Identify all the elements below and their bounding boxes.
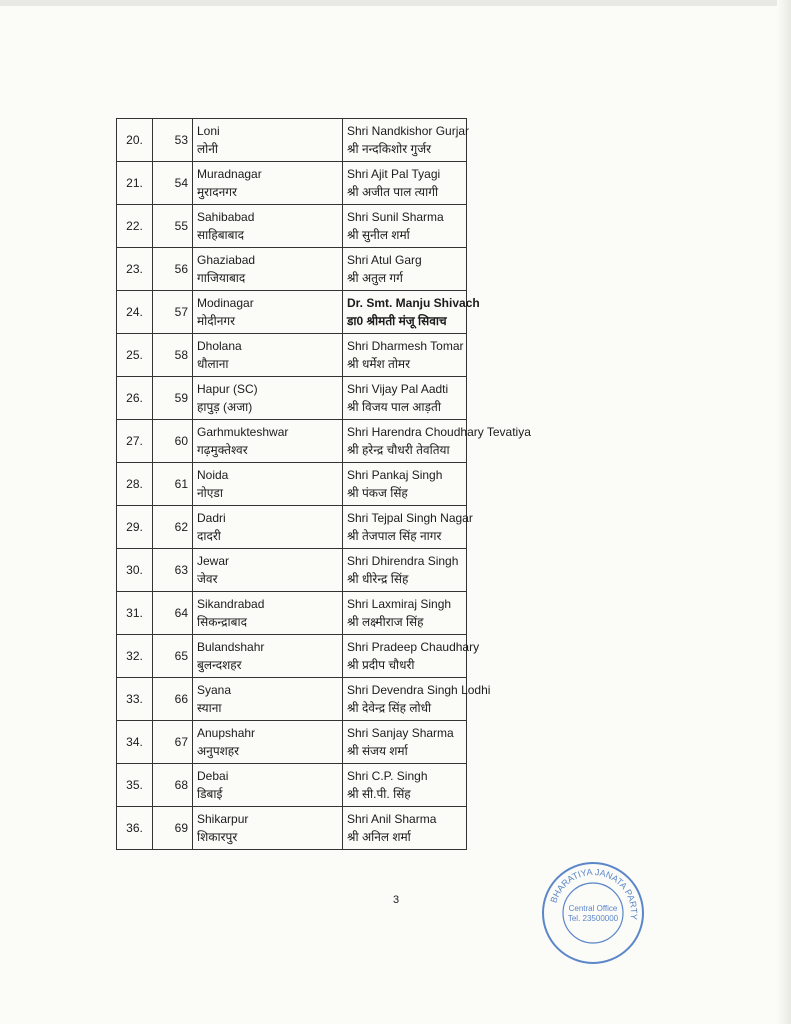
candidate-name-hindi: श्री नन्दकिशोर गुर्जर (347, 142, 432, 156)
constituency-number-cell (153, 506, 193, 549)
constituency-name-cell (193, 377, 343, 420)
table-row (117, 592, 467, 635)
candidate-name-cell (343, 463, 467, 506)
candidate-name-cell (343, 635, 480, 678)
candidate-name-hindi: डा0 श्रीमती मंजू सिवाच (347, 314, 447, 328)
constituency-name-english: Dholana (197, 339, 242, 353)
page-top-edge (0, 0, 791, 6)
constituency-name-hindi: जेवर (197, 572, 218, 586)
constituency-number-cell (153, 721, 193, 764)
constituency-name-hindi: बुलन्दशहर (197, 658, 242, 672)
candidate-name-english: Shri Vijay Pal Aadti (347, 382, 449, 396)
constituency-name-cell (193, 119, 343, 162)
constituency-name-english: Loni (197, 124, 220, 138)
constituency-number: 57 (174, 305, 188, 319)
constituency-name-cell (193, 162, 343, 205)
candidate-name-hindi: श्री अनिल शर्मा (347, 830, 411, 844)
constituency-number-cell (153, 248, 193, 291)
constituency-name-hindi: साहिबाबाद (197, 228, 244, 242)
candidate-name-cell (343, 549, 467, 592)
constituency-name-cell (193, 721, 343, 764)
constituency-name-english: Syana (197, 683, 232, 697)
serial-number-cell (117, 334, 153, 377)
serial-number: 30. (126, 563, 143, 577)
serial-number-cell (117, 764, 153, 807)
candidate-name-cell (343, 334, 467, 377)
constituency-number: 64 (174, 606, 188, 620)
serial-number: 31. (126, 606, 143, 620)
candidate-name-cell (343, 721, 467, 764)
candidate-name-cell (343, 807, 467, 850)
table-row (117, 377, 467, 420)
serial-number-cell (117, 721, 153, 764)
candidate-name-english: Shri Nandkishor Gurjar (347, 124, 470, 138)
candidate-name-cell (343, 162, 467, 205)
serial-number-cell (117, 377, 153, 420)
serial-number-cell (117, 291, 153, 334)
table-row (117, 248, 467, 291)
table-row (117, 119, 467, 162)
constituency-number: 63 (174, 563, 188, 577)
constituency-name-hindi: सिकन्द्राबाद (197, 615, 247, 629)
table-row (117, 678, 467, 721)
constituency-name-english: Dadri (197, 511, 226, 525)
candidate-name-english: Shri Tejpal Singh Nagar (347, 511, 473, 525)
constituency-name-english: Jewar (197, 554, 230, 568)
constituency-number: 66 (174, 692, 188, 706)
constituency-name-cell (193, 205, 343, 248)
candidate-name-hindi: श्री सुनील शर्मा (347, 228, 410, 242)
candidate-name-cell (343, 205, 467, 248)
constituency-name-cell (193, 248, 343, 291)
constituency-number: 56 (174, 262, 188, 276)
serial-number-cell (117, 549, 153, 592)
constituency-number-cell (153, 205, 193, 248)
serial-number: 34. (126, 735, 143, 749)
constituency-number-cell (153, 334, 193, 377)
serial-number: 22. (126, 219, 143, 233)
constituency-name-hindi: दादरी (197, 529, 221, 543)
page-number: 3 (392, 894, 400, 906)
table-row (117, 506, 467, 549)
candidate-name-english: Shri Atul Garg (347, 253, 422, 267)
constituency-number-cell (153, 463, 193, 506)
serial-number-cell (117, 678, 153, 721)
candidate-name-cell (343, 248, 467, 291)
constituency-name-cell (193, 549, 343, 592)
serial-number-cell (117, 807, 153, 850)
serial-number-cell (117, 506, 153, 549)
table-row (117, 205, 467, 248)
candidate-name-hindi: श्री धीरेन्द्र सिंह (347, 572, 409, 586)
constituency-name-hindi: नोएडा (197, 486, 223, 500)
constituency-number-cell (153, 678, 193, 721)
table-row (117, 291, 467, 334)
page-right-edge (777, 0, 791, 1024)
candidate-name-english: Shri Pankaj Singh (347, 468, 443, 482)
constituency-name-english: Noida (197, 468, 229, 482)
serial-number-cell (117, 420, 153, 463)
constituency-name-english: Hapur (SC) (197, 382, 258, 396)
candidate-name-hindi: श्री सी.पी. सिंह (347, 787, 411, 801)
candidate-name-english: Shri Ajit Pal Tyagi (347, 167, 441, 181)
candidate-name-hindi: श्री हरेन्द्र चौधरी तेवतिया (347, 443, 450, 457)
stamp-line-1: Central Office (568, 904, 618, 913)
stamp-line-2: Tel. 23500000 (567, 914, 619, 923)
constituency-number: 68 (174, 778, 188, 792)
constituency-name-cell (193, 764, 343, 807)
candidate-name-english: Shri Laxmiraj Singh (347, 597, 452, 611)
constituency-name-cell (193, 334, 343, 377)
constituency-number: 62 (174, 520, 188, 534)
constituency-name-cell (193, 807, 343, 850)
constituency-number-cell (153, 420, 193, 463)
constituency-name-english: Shikarpur (197, 812, 249, 826)
stamp-outer-ring (543, 863, 643, 963)
constituency-number-cell (153, 119, 193, 162)
constituency-number-cell (153, 549, 193, 592)
candidate-name-english: Shri Pradeep Chaudhary (347, 640, 480, 654)
constituency-name-english: Bulandshahr (197, 640, 265, 654)
stamp-inner-ring (563, 883, 623, 943)
candidate-name-english: Shri Anil Sharma (347, 812, 437, 826)
serial-number-cell (117, 463, 153, 506)
constituency-name-hindi: गढ़मुक्तेश्वर (197, 443, 248, 457)
constituency-name-cell (193, 678, 343, 721)
serial-number: 35. (126, 778, 143, 792)
constituency-name-hindi: अनुपशहर (197, 744, 240, 758)
candidate-name-hindi: श्री अजीत पाल त्यागी (347, 185, 439, 199)
candidate-name-english: Shri Dhirendra Singh (347, 554, 459, 568)
constituency-name-cell (193, 506, 343, 549)
constituency-name-hindi: धौलाना (197, 357, 229, 371)
serial-number-cell (117, 248, 153, 291)
serial-number-cell (117, 592, 153, 635)
candidate-name-cell (343, 291, 480, 334)
candidate-name-hindi: श्री तेजपाल सिंह नागर (347, 529, 442, 543)
candidate-name-hindi: श्री देवेन्द्र सिंह लोधी (347, 701, 432, 715)
candidate-name-english: Shri Sanjay Sharma (347, 726, 454, 740)
constituency-name-hindi: हापुड़ (अजा) (197, 400, 253, 414)
table-row (117, 463, 467, 506)
constituency-name-hindi: मोदीनगर (197, 314, 236, 328)
candidate-name-cell (343, 764, 467, 807)
constituency-name-cell (193, 463, 343, 506)
serial-number: 36. (126, 821, 143, 835)
candidate-name-english: Shri Harendra Choudhary Tevatiya (347, 425, 531, 439)
candidate-name-cell (343, 592, 467, 635)
candidate-name-hindi: श्री अतुल गर्ग (347, 271, 403, 285)
candidate-name-cell (343, 420, 531, 463)
candidate-name-hindi: श्री संजय शर्मा (347, 744, 408, 758)
constituency-number: 65 (174, 649, 188, 663)
candidate-name-cell (343, 119, 470, 162)
serial-number-cell (117, 205, 153, 248)
serial-number: 23. (126, 262, 143, 276)
candidate-name-hindi: श्री प्रदीप चौधरी (347, 658, 415, 672)
constituency-name-cell (193, 291, 343, 334)
constituency-number-cell (153, 377, 193, 420)
serial-number: 24. (126, 305, 143, 319)
candidate-name-cell (343, 506, 473, 549)
constituency-name-hindi: मुरादनगर (197, 185, 237, 199)
constituency-number-cell (153, 592, 193, 635)
constituency-number-cell (153, 764, 193, 807)
stamp-ring-text: BHARATIYA JANATA PARTY (548, 866, 640, 921)
constituency-number: 61 (174, 477, 188, 491)
constituency-name-english: Garhmukteshwar (197, 425, 289, 439)
candidate-name-hindi: श्री विजय पाल आड़ती (347, 400, 441, 414)
constituency-number: 58 (174, 348, 188, 362)
candidate-name-english: Dr. Smt. Manju Shivach (347, 296, 480, 310)
constituency-name-english: Debai (197, 769, 229, 783)
serial-number: 28. (126, 477, 143, 491)
constituency-name-english: Ghaziabad (197, 253, 256, 267)
constituency-number: 53 (174, 133, 188, 147)
candidate-name-english: Shri C.P. Singh (347, 769, 428, 783)
table-body (117, 119, 531, 850)
constituency-name-cell (193, 420, 343, 463)
candidate-name-english: Shri Sunil Sharma (347, 210, 444, 224)
party-office-stamp (540, 860, 646, 966)
constituency-name-cell (193, 635, 343, 678)
table-row (117, 721, 467, 764)
serial-number: 27. (126, 434, 143, 448)
constituency-name-english: Sikandrabad (197, 597, 265, 611)
constituency-name-cell (193, 592, 343, 635)
constituency-number: 69 (174, 821, 188, 835)
serial-number: 20. (126, 133, 143, 147)
constituency-name-hindi: गाजियाबाद (197, 271, 246, 285)
constituency-name-hindi: डिबाई (197, 787, 223, 801)
constituency-number: 54 (174, 176, 188, 190)
constituency-name-hindi: शिकारपुर (197, 830, 238, 844)
table-row (117, 635, 467, 678)
constituency-name-hindi: स्याना (197, 701, 222, 715)
serial-number: 33. (126, 692, 143, 706)
constituency-name-english: Anupshahr (197, 726, 256, 740)
constituency-number-cell (153, 807, 193, 850)
serial-number: 25. (126, 348, 143, 362)
candidate-name-cell (343, 678, 491, 721)
table-row (117, 807, 467, 850)
serial-number: 26. (126, 391, 143, 405)
constituency-name-hindi: लोनी (197, 142, 219, 156)
constituency-number: 59 (174, 391, 188, 405)
table-row (117, 420, 467, 463)
serial-number-cell (117, 162, 153, 205)
table-row (117, 334, 467, 377)
candidate-name-cell (343, 377, 467, 420)
candidate-name-english: Shri Dharmesh Tomar (347, 339, 464, 353)
serial-number: 29. (126, 520, 143, 534)
serial-number: 32. (126, 649, 143, 663)
serial-number-cell (117, 635, 153, 678)
candidate-list-table (116, 118, 531, 850)
constituency-number: 60 (174, 434, 188, 448)
serial-number: 21. (126, 176, 143, 190)
constituency-number: 55 (174, 219, 188, 233)
candidate-name-english: Shri Devendra Singh Lodhi (347, 683, 491, 697)
candidate-name-hindi: श्री लक्ष्मीराज सिंह (347, 615, 424, 629)
constituency-number-cell (153, 635, 193, 678)
table-row (117, 764, 467, 807)
constituency-number-cell (153, 291, 193, 334)
constituency-name-english: Muradnagar (197, 167, 262, 181)
constituency-name-english: Sahibabad (197, 210, 255, 224)
constituency-number: 67 (174, 735, 188, 749)
serial-number-cell (117, 119, 153, 162)
candidate-name-hindi: श्री धर्मेश तोमर (347, 357, 411, 371)
table-row (117, 162, 467, 205)
constituency-name-english: Modinagar (197, 296, 254, 310)
table-row (117, 549, 467, 592)
constituency-number-cell (153, 162, 193, 205)
candidate-name-hindi: श्री पंकज सिंह (347, 486, 408, 500)
